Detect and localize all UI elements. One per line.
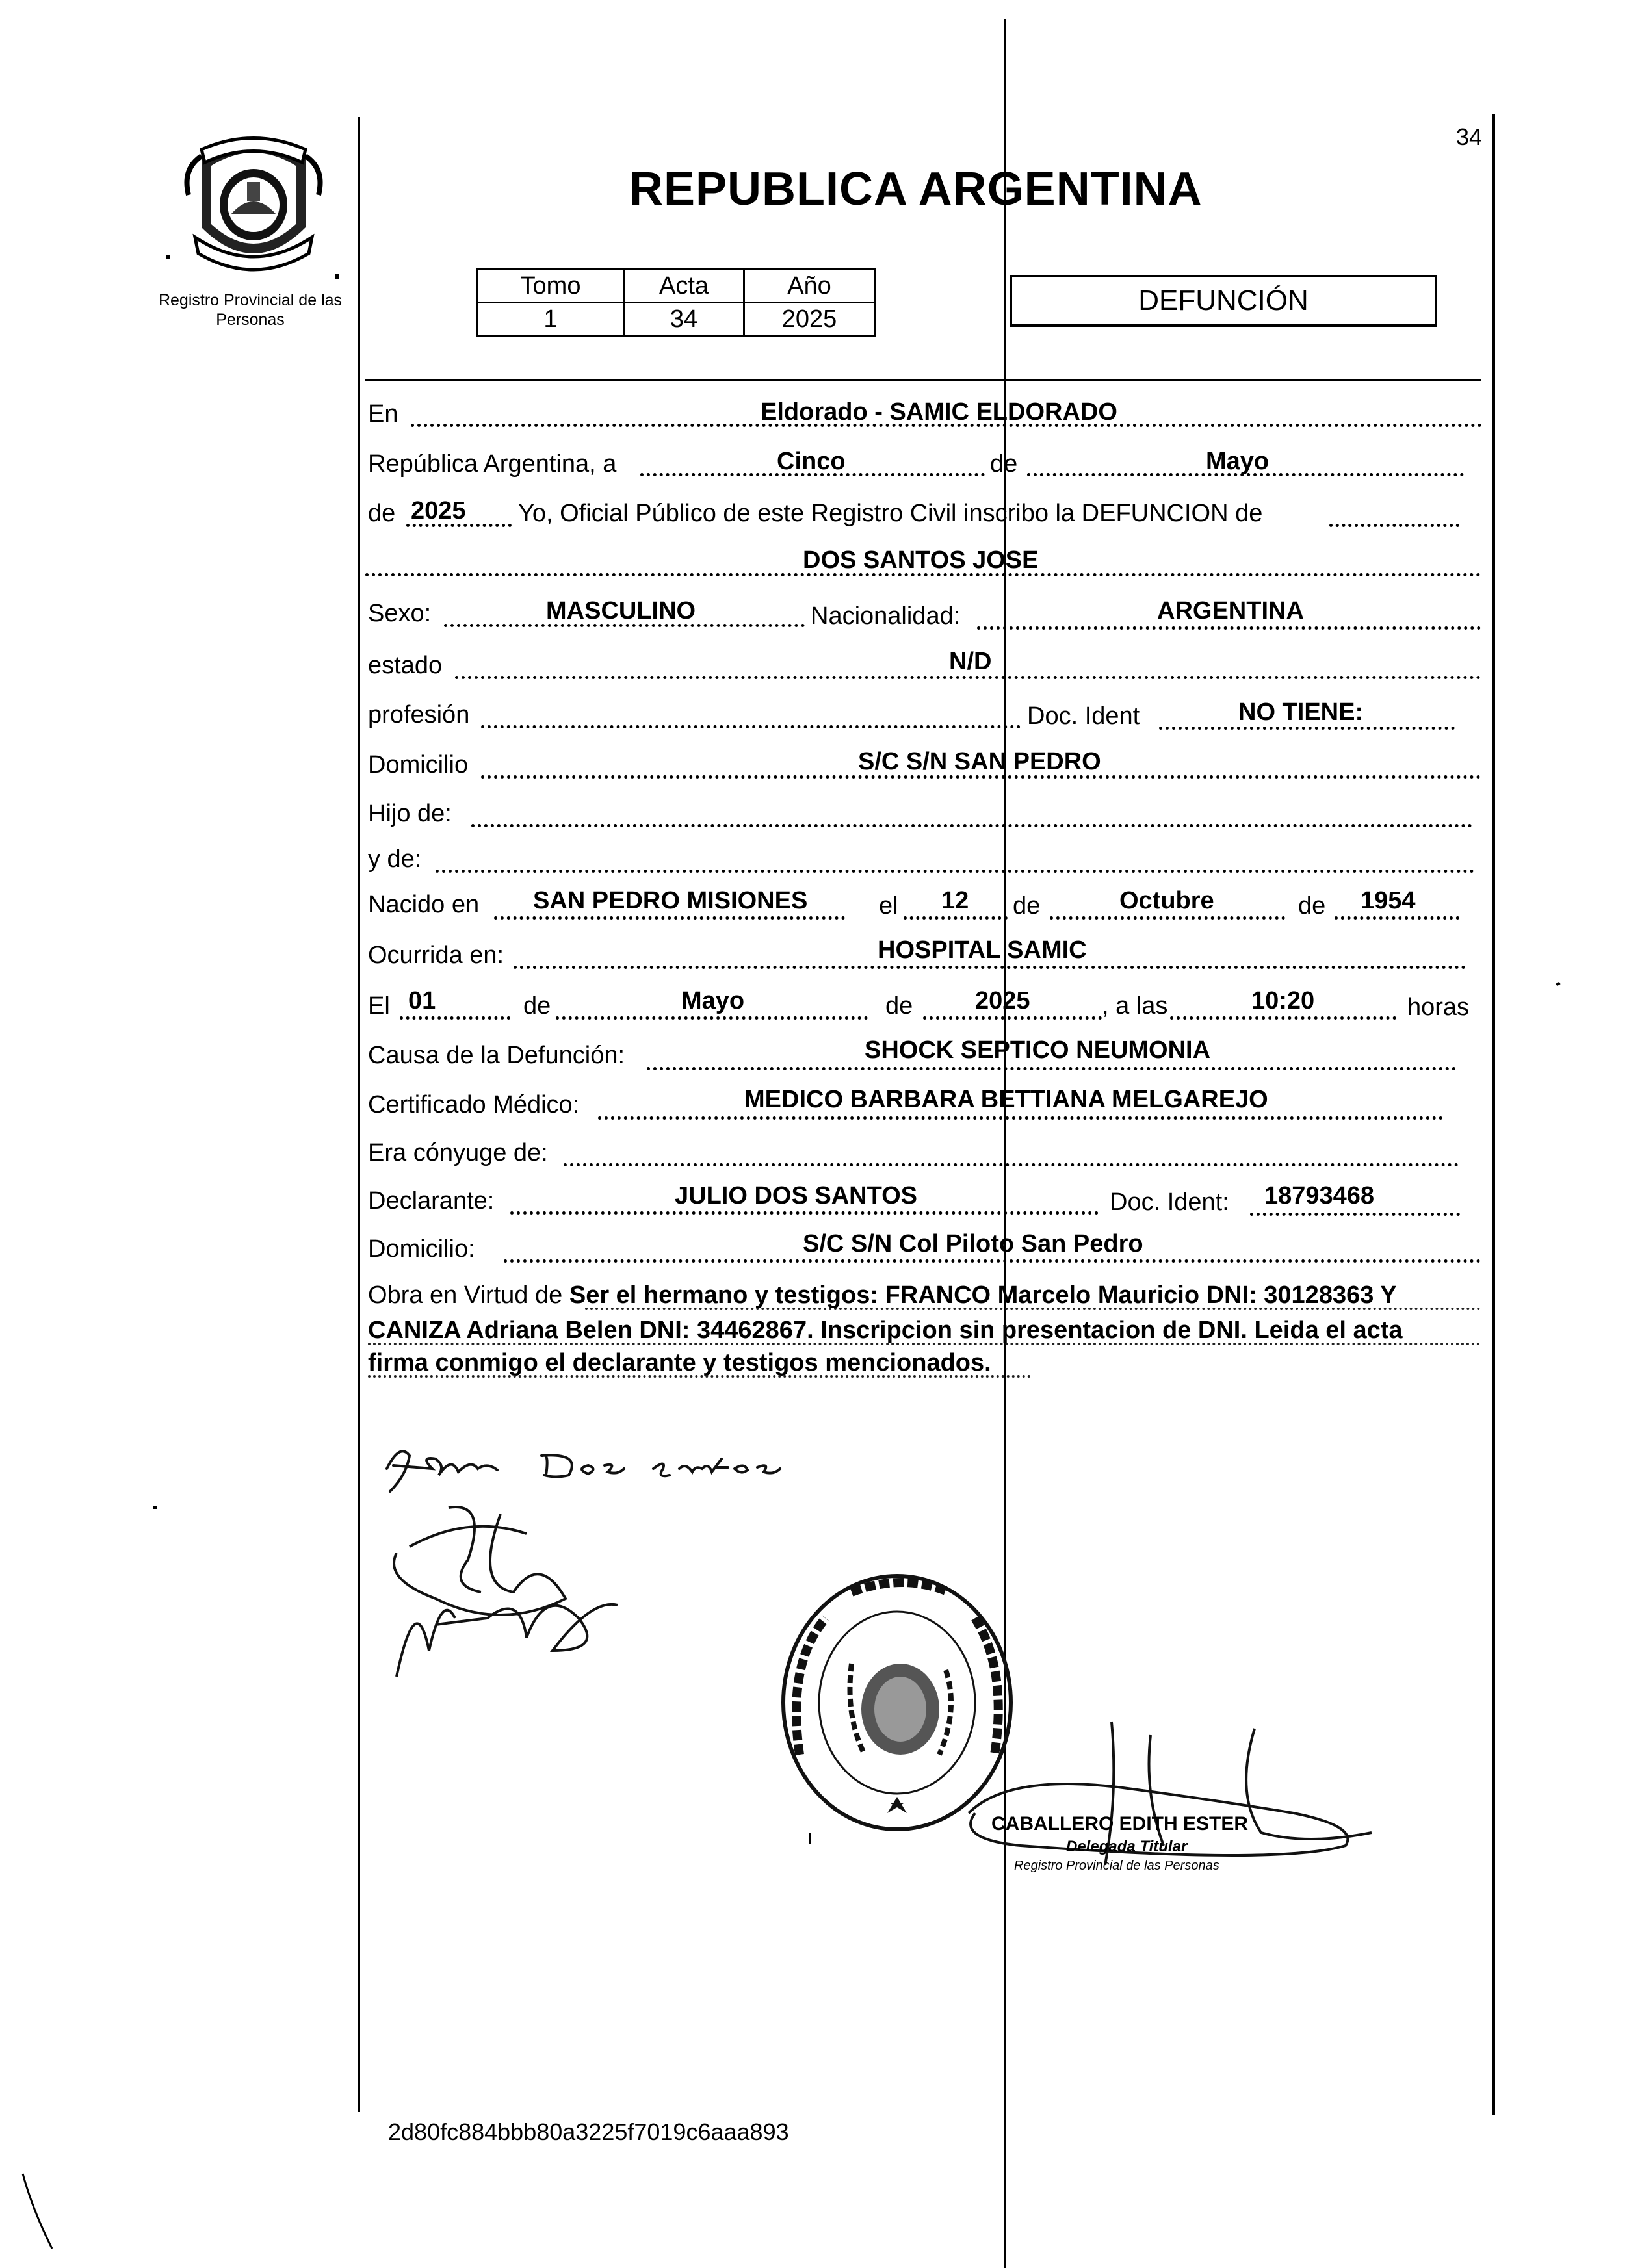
label-domicilio: Domicilio [368,751,469,779]
label-el-lower: el [879,892,898,920]
label-estado: estado [368,652,443,679]
label-el: El [368,992,390,1020]
dotted-line [556,1016,868,1020]
value-lugar: Eldorado - SAMIC ELDORADO [761,398,1117,426]
corner-scratch [20,2171,72,2262]
dotted-line [368,1375,1031,1378]
label-de: de [523,992,551,1020]
label-horas: horas [1407,994,1470,1021]
label-hijo-de: Hijo de: [368,800,452,827]
dotted-line [365,573,1481,576]
page-title: REPUBLICA ARGENTINA [629,163,1203,215]
value-hora: 10:20 [1251,987,1315,1014]
label-nacido-en: Nacido en [368,891,480,918]
dotted-line [471,824,1472,827]
dotted-line [585,1308,1481,1310]
label-republica-a: República Argentina, a [368,450,617,478]
value-causa: SHOCK SEPTICO NEUMONIA [865,1037,1211,1064]
provincial-logo [182,130,325,279]
acta-header: Acta [624,270,744,303]
label-obra-en-virtud: Obra en Virtud de [368,1282,563,1309]
value-sexo: MASCULINO [546,597,696,625]
obra-text-2: CANIZA Adriana Belen DNI: 34462867. Inscripcion sin presentacion de DNI. Leida el acta [368,1317,1403,1344]
dotted-line [1329,524,1459,527]
dotted-line [598,1116,1443,1120]
value-declarante: JULIO DOS SANTOS [675,1182,918,1209]
registry-caption: Registro Provincial de las Personas [158,291,343,329]
label-causa: Causa de la Defunción: [368,1042,625,1069]
dotted-line [455,676,1481,679]
dotted-line [1335,916,1459,920]
witness-signatures [371,1488,644,1683]
dotted-line [1170,1016,1396,1020]
value-nacionalidad: ARGENTINA [1157,597,1304,625]
value-nacido-mes: Octubre [1119,887,1214,914]
dotted-line [436,870,1474,873]
label-doc-ident: Doc. Ident [1027,702,1140,730]
dotted-line [1250,1213,1460,1216]
label-de: de [1298,892,1326,920]
tomo-value: 1 [478,303,624,336]
label-profesion: profesión [368,701,470,728]
label-doc-ident-2: Doc. Ident: [1110,1189,1229,1216]
label-de: de [1013,892,1041,920]
stamp-role: Delegada Titular [1066,1838,1188,1855]
label-a-las: , a las [1102,992,1168,1020]
value-ocurrida-en: HOSPITAL SAMIC [878,936,1087,964]
label-de: de [885,992,913,1020]
dotted-line [977,626,1481,630]
label-ocurrida-en: Ocurrida en: [368,942,504,969]
obra-text-3: firma conmigo el declarante y testigos mencionados. [368,1349,991,1376]
obra-line-1 [368,1280,1397,1310]
record-table [476,268,876,337]
label-en: En [368,400,398,428]
record-type-box: DEFUNCIÓN [1010,275,1437,327]
label-y-de: y de: [368,845,422,873]
value-nacido-dia: 12 [941,887,969,914]
stamp-org: Registro Provincial de las Personas [1014,1859,1219,1873]
obra-text-1: Ser el hermano y testigos: FRANCO Marcelo Mauricio DNI: 30128363 Y [569,1282,1397,1309]
value-mes-inscripcion: Mayo [1206,448,1270,475]
label-domicilio-2: Domicilio: [368,1235,475,1263]
right-margin-rule [1492,114,1495,2115]
page-number: 34 [1456,123,1483,150]
value-dia-inscripcion: Cinco [777,448,846,475]
value-declarante-doc: 18793468 [1264,1182,1375,1209]
value-estado: N/D [949,648,992,675]
dotted-line [514,966,1466,969]
dotted-line [923,1016,1102,1020]
value-fallecimiento-dia: 01 [408,987,436,1014]
stray-mark [153,1506,157,1509]
value-declarante-domicilio: S/C S/N Col Piloto San Pedro [803,1230,1143,1257]
label-de: de [368,500,396,527]
label-conyuge: Era cónyuge de: [368,1139,548,1166]
logo-dot-right [335,274,339,279]
value-anio-inscripcion: 2025 [411,497,466,524]
logo-dot-left [166,255,170,259]
value-nacido-en: SAN PEDRO MISIONES [533,887,808,914]
dotted-line [1050,916,1285,920]
value-domicilio: S/C S/N SAN PEDRO [858,748,1101,775]
label-de: de [990,450,1018,478]
acta-value: 34 [624,303,744,336]
dotted-line [647,1067,1456,1070]
stray-mark [809,1833,811,1844]
label-declarante: Declarante: [368,1187,495,1215]
dotted-line [1159,727,1455,730]
dotted-line [400,1016,510,1020]
stray-mark [1556,982,1560,986]
anio-value: 2025 [744,303,875,336]
label-nacionalidad: Nacionalidad: [811,602,961,630]
left-margin-rule [358,117,360,2112]
document-hash: 2d80fc884bbb80a3225f7019c6aaa893 [388,2119,789,2145]
dotted-line [564,1163,1459,1166]
value-fallecimiento-mes: Mayo [681,987,745,1014]
value-certificado: MEDICO BARBARA BETTIANA MELGAREJO [744,1086,1268,1113]
dotted-line [368,1343,1481,1345]
value-nacido-anio: 1954 [1361,887,1416,914]
form-top-rule [365,379,1481,381]
value-nombre: DOS SANTOS JOSE [803,547,1039,574]
dotted-line [510,1211,1099,1215]
label-sexo: Sexo: [368,600,432,627]
center-fold-line [1004,19,1006,2268]
anio-header: Año [744,270,875,303]
label-certificado: Certificado Médico: [368,1091,580,1118]
dotted-line [481,725,1021,728]
dotted-line [494,916,845,920]
stamp-name: CABALLERO EDITH ESTER [991,1813,1249,1835]
tomo-header: Tomo [478,270,624,303]
dotted-line [904,916,1008,920]
value-fallecimiento-anio: 2025 [975,987,1030,1014]
value-doc-ident: NO TIENE: [1238,699,1364,726]
dotted-line [504,1259,1481,1263]
label-yo-oficial: Yo, Oficial Público de este Registro Civil inscribo la DEFUNCION de [518,500,1263,527]
